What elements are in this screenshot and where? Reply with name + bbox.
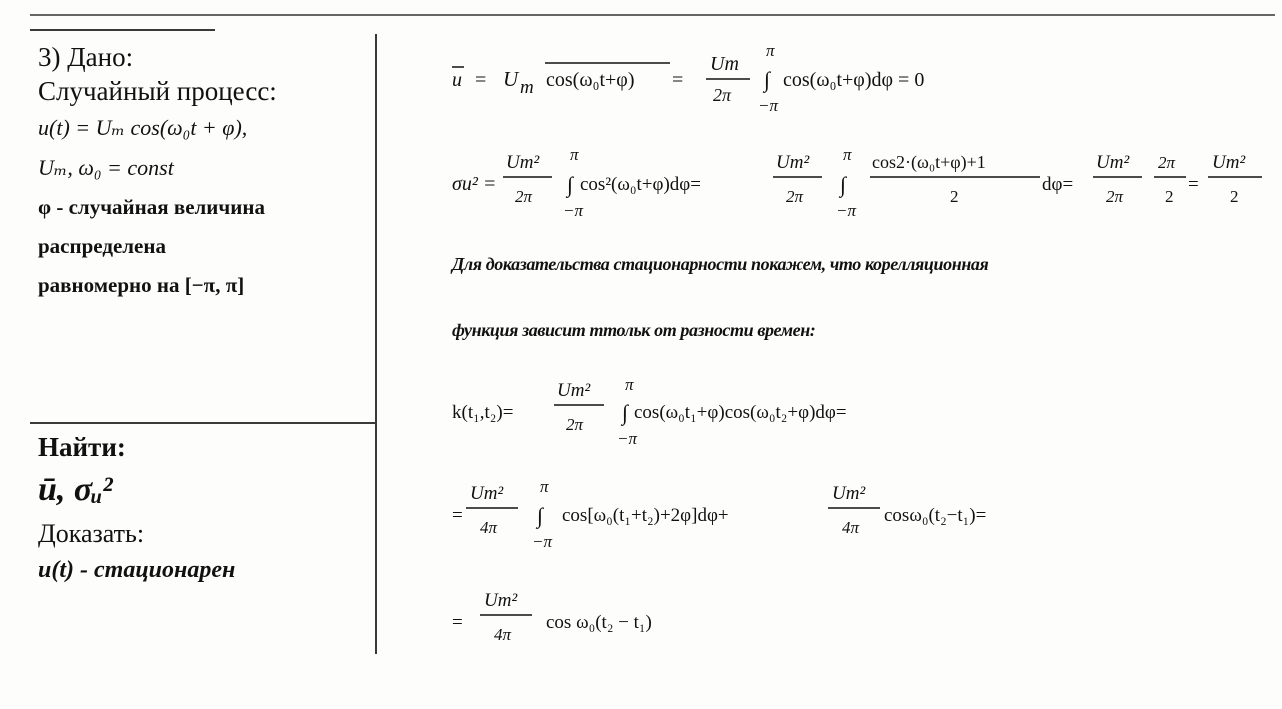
given-constants: Uₘ, ω₀ = const bbox=[38, 155, 174, 180]
var-f6-denominator: 2 bbox=[1230, 187, 1239, 206]
var-f4-numerator: Um² bbox=[1096, 152, 1130, 173]
mean-fraction-denominator: 2π bbox=[713, 85, 732, 105]
mean-um: U bbox=[503, 67, 519, 91]
k-integral-upper: π bbox=[625, 375, 634, 394]
k-fraction-denominator: 2π bbox=[566, 415, 584, 434]
expand-integrand: cos[ω₀(t₁+t₂)+2φ]dφ+ bbox=[562, 505, 729, 526]
equation-mean bbox=[452, 41, 924, 115]
var-int1-sign: ∫ bbox=[567, 172, 574, 197]
mean-integrand: cos(ω₀t+φ)dφ = 0 bbox=[783, 69, 925, 91]
var-int1-integrand: cos²(ω₀t+φ)dφ= bbox=[580, 174, 701, 195]
mean-integral-sign: ∫ bbox=[764, 67, 771, 92]
var-int1-upper: π bbox=[570, 145, 579, 164]
equation-correlation bbox=[452, 375, 847, 448]
expand-f2-numerator: Um² bbox=[832, 483, 866, 504]
var-int2-sign: ∫ bbox=[840, 172, 847, 197]
equation-variance bbox=[452, 145, 1262, 220]
final-fraction-denominator: 4π bbox=[494, 625, 512, 644]
find-heading: Найти: bbox=[38, 432, 126, 462]
var-equals: = bbox=[1188, 174, 1199, 195]
k-integral-sign: ∫ bbox=[622, 400, 629, 425]
expand-tail: cosω₀(t₂−t₁)= bbox=[884, 505, 987, 526]
mean-equals: = bbox=[475, 69, 487, 91]
final-fraction-numerator: Um² bbox=[484, 590, 518, 611]
mean-lhs: u bbox=[452, 69, 462, 91]
mean-overlined-cos: cos(ω₀t+φ) bbox=[546, 69, 635, 91]
var-f1-numerator: Um² bbox=[506, 152, 540, 173]
var-f5-numerator: 2π bbox=[1158, 153, 1176, 172]
equation-final bbox=[452, 590, 652, 644]
final-tail: cos ω₀(t₂ − t₁) bbox=[546, 612, 652, 633]
var-f2-denominator: 2π bbox=[786, 187, 804, 206]
var-int2-lower: −π bbox=[836, 201, 856, 220]
given-distribution-line: распределена bbox=[38, 234, 166, 258]
given-uniform-line: равномерно на [−π, π] bbox=[38, 273, 245, 297]
given-process-label: Случайный процесс: bbox=[38, 76, 277, 106]
var-int1-lower: −π bbox=[563, 201, 583, 220]
k-lhs: k(t₁,t₂)= bbox=[452, 402, 514, 423]
var-dphi: dφ= bbox=[1042, 174, 1074, 195]
prove-text: u(t) - стационарен bbox=[38, 557, 236, 583]
mean-integral-upper: π bbox=[766, 41, 775, 60]
var-lhs: σu² = bbox=[452, 173, 497, 195]
equation-expansion bbox=[452, 477, 986, 551]
var-f6-numerator: Um² bbox=[1212, 152, 1246, 173]
find-formula: ū, σᵤ² bbox=[38, 471, 113, 508]
var-f4-denominator: 2π bbox=[1106, 187, 1124, 206]
expand-f1-numerator: Um² bbox=[470, 483, 504, 504]
given-process-formula: u(t) = Uₘ cos(ω₀t + φ), bbox=[38, 115, 248, 140]
final-equals: = bbox=[452, 612, 463, 633]
expand-integral-sign: ∫ bbox=[537, 503, 544, 528]
k-integral-lower: −π bbox=[617, 429, 637, 448]
mean-um-subscript: m bbox=[520, 77, 534, 98]
expand-equals: = bbox=[452, 505, 463, 526]
prove-heading: Доказать: bbox=[38, 519, 145, 548]
expand-integral-lower: −π bbox=[532, 532, 552, 551]
var-int2-upper: π bbox=[843, 145, 852, 164]
expand-f2-denominator: 4π bbox=[842, 518, 860, 537]
mean-equals-2: = bbox=[672, 69, 684, 91]
prose-line-2: функция зависит ттольк от разности времен: bbox=[452, 320, 816, 340]
given-heading: 3) Дано: bbox=[38, 42, 134, 72]
prose-line-1: Для доказательства стационарности покажем, что корелляционная bbox=[452, 254, 989, 274]
var-f2-numerator: Um² bbox=[776, 152, 810, 173]
var-f3-numerator: cos2·(ω₀t+φ)+1 bbox=[872, 152, 986, 172]
k-fraction-numerator: Um² bbox=[557, 380, 591, 401]
expand-integral-upper: π bbox=[540, 477, 549, 496]
var-f3-denominator: 2 bbox=[950, 187, 959, 206]
var-f5-denominator: 2 bbox=[1165, 187, 1174, 206]
k-integrand: cos(ω₀t₁+φ)cos(ω₀t₂+φ)dφ= bbox=[634, 402, 847, 423]
mean-integral-lower: −π bbox=[758, 96, 778, 115]
expand-f1-denominator: 4π bbox=[480, 518, 498, 537]
given-phi-line: φ - случайная величина bbox=[38, 195, 265, 219]
var-f1-denominator: 2π bbox=[515, 187, 533, 206]
mean-fraction-numerator: Um bbox=[710, 53, 739, 75]
